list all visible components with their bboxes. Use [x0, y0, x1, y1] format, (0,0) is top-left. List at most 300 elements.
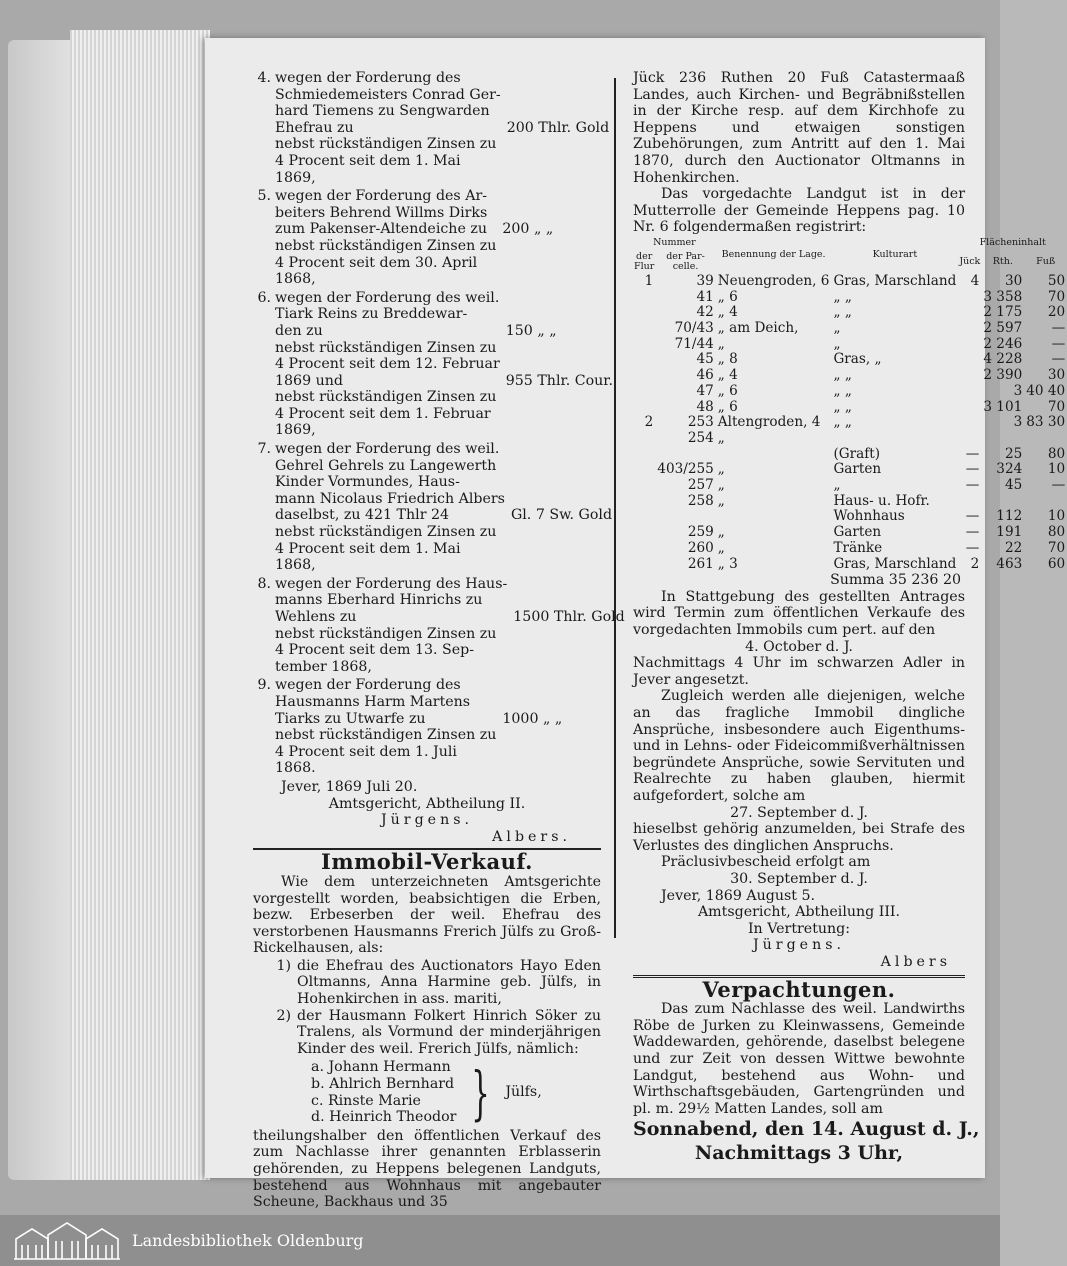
claim-number: 7. — [257, 441, 271, 458]
land-cell: „ 8 — [717, 351, 738, 368]
land-cell: 4 228 — [983, 351, 1023, 368]
land-cell: 70 — [1047, 539, 1066, 556]
land-cell: — — [1051, 477, 1066, 494]
claim-amount — [511, 458, 617, 475]
claim-line: nebst rückständigen Zinsen zu — [275, 389, 497, 406]
land-cell — [1024, 494, 1067, 510]
praeclusiv-date: 30. September d. J. — [730, 870, 868, 887]
claim-amount-column — [496, 677, 608, 777]
claim-amount — [502, 188, 608, 205]
claim-line: wegen der Forderung des Ar- — [275, 188, 488, 205]
land-cell — [633, 447, 655, 463]
land-cell — [981, 494, 1024, 510]
heirs-list — [311, 1059, 456, 1125]
land-cell: 22 — [1004, 539, 1023, 556]
land-cell: 112 — [996, 508, 1023, 525]
termin-date: 4. October d. J. — [745, 638, 853, 655]
claim-amount-column — [505, 441, 617, 574]
claim-amount: 200 „ „ — [502, 221, 554, 238]
left-clerk: Albers. — [492, 828, 571, 845]
land-cell — [633, 462, 655, 478]
land-cell: 39 — [696, 272, 714, 289]
sale-item-text: der Hausmann Folkert Hinrich Söker zu Tralens, als Vormund der minderjährigen Kinder des weil. Frerich Jülfs, nämlich: — [297, 1007, 601, 1057]
claim-amount — [502, 694, 608, 711]
land-cell: 2 597 — [983, 320, 1023, 337]
library-footer — [0, 1215, 1000, 1266]
claim-line: 4 Procent seit dem 1. Mai — [275, 152, 461, 169]
land-cell: 80 — [1047, 445, 1066, 462]
land-cell: „ „ — [833, 414, 852, 431]
claim-line: nebst rückständigen Zinsen zu — [275, 524, 497, 541]
land-cell: 83 30 — [1026, 414, 1066, 431]
land-cell: 258 — [687, 492, 714, 509]
land-cell — [633, 525, 655, 541]
land-row — [633, 478, 1067, 494]
claim-amount-column — [500, 290, 612, 439]
land-cell: — — [965, 445, 980, 462]
claim-line: 4 Procent seit dem 1. Mai — [275, 540, 461, 557]
col-header-lage: Benennung der Lage. — [721, 248, 826, 260]
claim-line: Ehefrau zu — [275, 119, 354, 136]
claim-line: 1868, — [275, 557, 316, 574]
land-cell — [633, 494, 655, 510]
land-row — [633, 447, 1067, 463]
land-cell — [958, 337, 981, 353]
land-cell: Garten — [833, 524, 882, 541]
land-cell: „ — [717, 477, 725, 494]
col-header-fuss: Fuß — [1036, 255, 1056, 267]
land-cell: Gras, Marschland — [833, 555, 957, 572]
claim-line: 4 Procent seit dem 12. Februar — [275, 356, 500, 373]
land-row — [633, 494, 1067, 510]
brace-icon: } — [471, 1058, 491, 1127]
heir-name: b. Ahlrich Bernhard — [311, 1076, 455, 1093]
lease-date: Sonnabend, den 14. August d. J., — [633, 1118, 980, 1141]
land-cell: 10 — [1047, 508, 1066, 525]
claim-line: wegen der Forderung des weil. — [275, 289, 500, 306]
land-cell — [633, 400, 655, 416]
col-header-parcelle: der Par-celle. — [666, 250, 705, 272]
right-place-date: Jever, 1869 August 5. — [661, 887, 815, 904]
land-cell: 261 — [687, 555, 714, 572]
land-cell: 254 — [687, 429, 714, 446]
land-cell — [633, 305, 655, 321]
land-cell — [958, 400, 981, 416]
claim-amount — [506, 290, 612, 307]
land-cell — [981, 431, 1024, 447]
land-cell — [633, 290, 655, 306]
land-cell — [1024, 431, 1067, 447]
claim-line: 1868. — [275, 760, 316, 777]
claim-line: Tiark Reins zu Breddewar- — [275, 306, 468, 323]
claim-amount — [502, 677, 608, 694]
claim-amount — [502, 255, 608, 272]
land-cell: 42 — [696, 304, 714, 321]
land-cell: 45 — [696, 351, 714, 368]
claim-amount — [507, 103, 613, 120]
claim-line: 1869, — [275, 422, 316, 439]
land-cell — [633, 352, 655, 368]
claims-text-2: hieselbst gehörig anzumelden, bei Strafe des Verlustes des dinglichen Anspruchs. — [633, 821, 965, 854]
land-cell: 324 — [996, 461, 1023, 478]
claim-amount: 955 Thlr. Cour. — [505, 372, 613, 389]
land-cell: „ „ — [833, 382, 852, 399]
claim-line: Tiarks zu Utwarfe zu — [275, 710, 426, 727]
claim-amount — [506, 406, 612, 423]
sale-item-number: 1) — [276, 957, 291, 974]
land-cell: — — [965, 477, 980, 494]
land-cell: 463 — [996, 555, 1023, 572]
land-cell: „ am Deich, — [717, 320, 799, 337]
sale-outro: theilungshalber den öffentlichen Verkauf des zum Nachlasse ihrer genannten Erblasserin gehörenden, zu Heppens belegenen Landguts, bestehend aus Wohnhaus mit angebauter Scheune, Backhaus und 35 — [253, 1127, 601, 1211]
claim-amount — [507, 136, 613, 153]
land-cell: 3 — [1013, 382, 1023, 399]
land-cell — [633, 337, 655, 353]
land-cell: 71/44 — [674, 335, 714, 352]
claim-amount — [502, 760, 608, 777]
claim-line: 4 Procent seit dem 13. Sep- — [275, 642, 475, 659]
claim-amount — [513, 642, 619, 659]
claim-amount-column — [501, 70, 613, 186]
land-cell: 4 — [970, 272, 980, 289]
claim-line: manns Eberhard Hinrichs zu — [275, 592, 483, 609]
land-cell: 253 — [687, 414, 714, 431]
land-cell — [958, 384, 981, 400]
claim-text — [275, 290, 500, 439]
land-cell: — — [965, 461, 980, 478]
claim-amount — [513, 659, 619, 676]
land-cell: 260 — [687, 539, 714, 556]
claim-line: Gehrel Gehrels zu Langewerth — [275, 457, 497, 474]
claim-amount — [511, 557, 617, 574]
land-cell — [633, 368, 655, 384]
claim-text — [275, 70, 501, 186]
land-cell: — — [965, 508, 980, 525]
land-cell — [958, 494, 981, 510]
land-cell — [958, 352, 981, 368]
land-cell: 3 101 — [983, 398, 1023, 415]
land-cell: 70/43 — [674, 320, 714, 337]
termin-time: Nachmittags 4 Uhr im schwarzen Adler in Jever angesetzt. — [633, 655, 965, 688]
praeclusiv-text: Präclusivbescheid erfolgt am — [661, 854, 871, 871]
land-cell: „ — [833, 320, 841, 337]
land-cell — [958, 305, 981, 321]
land-cell: „ — [833, 335, 841, 352]
land-cell: 70 — [1047, 398, 1066, 415]
land-row — [633, 509, 1067, 525]
sale-heading: Immobil-Verkauf. — [321, 849, 533, 875]
land-cell: „ — [717, 539, 725, 556]
land-row — [633, 400, 1067, 416]
heirs-group — [311, 1059, 601, 1125]
land-cell: „ 6 — [717, 398, 738, 415]
claim-amount — [513, 592, 619, 609]
claim-amount — [507, 170, 613, 187]
claim-amount-column — [507, 576, 625, 676]
land-row — [633, 384, 1067, 400]
estate-intro: Jück 236 Ruthen 20 Fuß Catastermaaß Landes, auch Kirchen- und Begräbnißstellen in der Kirche resp. auf dem Kirchhofe zu Heppens und etwaigen sonstigen Zubehörungen, zum Antritt auf den 1. Mai 1870, durch den Auctionator Oltmanns in Hohenkirchen. — [633, 70, 965, 186]
land-row — [633, 368, 1067, 384]
land-cell — [633, 541, 655, 557]
land-cell — [633, 431, 655, 447]
land-cell — [958, 290, 981, 306]
left-court: Amtsgericht, Abtheilung II. — [328, 795, 526, 812]
claim-line: nebst rückständigen Zinsen zu — [275, 237, 497, 254]
claim-line: wegen der Forderung des weil. — [275, 441, 500, 458]
land-row — [633, 290, 1067, 306]
land-cell — [633, 557, 655, 573]
claim-amount — [507, 87, 613, 104]
land-cell — [958, 431, 981, 447]
land-cell: — — [965, 524, 980, 541]
sale-intro: Wie dem unterzeichneten Amtsgerichte vorgestellt worden, beabsichtigen die Erben, bezw. Erbeserben der weil. Ehefrau des verstorbenen Hausmanns Frerich Jülfs zu Groß-Rickelhausen, als: — [253, 873, 601, 957]
claim-number: 6. — [257, 289, 271, 306]
land-cell: 45 — [1004, 477, 1023, 494]
claim-line: wegen der Forderung des Haus- — [275, 575, 508, 592]
land-register-table — [633, 236, 1067, 572]
claim-line: daselbst, zu 421 Thlr 24 — [275, 507, 450, 524]
claim-line: mann Nicolaus Friedrich Albers — [275, 490, 505, 507]
claim-amount — [511, 541, 617, 558]
land-cell: 3 358 — [983, 288, 1023, 305]
claim-line: 4 Procent seit dem 1. Juli — [275, 743, 457, 760]
right-clerk: Albers — [880, 953, 951, 970]
heirs-surname: Jülfs, — [505, 1084, 542, 1101]
claim-entry — [253, 441, 613, 574]
claim-amount — [506, 340, 612, 357]
land-cell: Gras, Marschland — [833, 272, 957, 289]
claim-amount — [513, 576, 619, 593]
claim-amount — [507, 153, 613, 170]
land-cell — [655, 509, 715, 525]
land-cell: Haus- u. Hofr. — [833, 492, 930, 509]
land-row — [633, 337, 1067, 353]
land-cell — [716, 509, 832, 525]
claim-line: zum Pakenser-Altendeiche zu — [275, 221, 487, 238]
land-cell: 47 — [696, 382, 714, 399]
right-court: Amtsgericht, Abtheilung III. — [697, 904, 901, 921]
claim-amount — [502, 205, 608, 222]
land-cell: „ 4 — [717, 367, 738, 384]
land-cell: Neuengroden, 6 — [717, 272, 830, 289]
land-cell — [958, 415, 981, 431]
land-cell: „ 4 — [717, 304, 738, 321]
land-row — [633, 525, 1067, 541]
claim-line: wegen der Forderung des — [275, 677, 461, 694]
land-cell: „ 3 — [717, 555, 738, 572]
land-cell: „ 6 — [717, 288, 738, 305]
claim-line: hard Tiemens zu Sengwarden — [275, 103, 490, 120]
claim-amount — [506, 422, 612, 439]
claim-amount — [513, 626, 619, 643]
land-cell: 46 — [696, 367, 714, 384]
library-name: Landesbibliothek Oldenburg — [132, 1231, 364, 1250]
land-cell — [831, 431, 958, 447]
land-row — [633, 462, 1067, 478]
claim-line: 4 Procent seit dem 1. Februar — [275, 405, 491, 422]
col-header-rth: Rth. — [992, 255, 1013, 267]
claims-text: Zugleich werden alle diejenigen, welche an das fragliche Immobil dingliche Ansprüche, insbesondere auch Eigenthums- und in Lehns- oder Fideicommißverhältnissen begründete Ansprüche, sowie Servituten und Realrechte zu haben glauben, hiermit aufgefordert, solche am — [633, 688, 965, 805]
right-column — [633, 70, 1066, 1165]
claim-entry — [253, 70, 610, 186]
claim-line: den zu — [275, 322, 323, 339]
claim-text — [275, 576, 507, 676]
left-place-date: Jever, 1869 Juli 20. — [281, 778, 418, 795]
land-summa: Summa 35 236 20 — [830, 572, 961, 589]
land-cell: 259 — [687, 524, 714, 541]
claim-entry — [253, 677, 601, 777]
land-cell: „ „ — [833, 304, 852, 321]
claim-text — [275, 188, 496, 288]
claim-amount — [511, 441, 617, 458]
land-cell: — — [1051, 351, 1066, 368]
claim-amount — [506, 356, 612, 373]
land-cell: 403/255 — [657, 461, 714, 478]
claims-list — [253, 70, 625, 777]
claim-line: Wehlens zu — [275, 609, 357, 625]
claim-amount — [511, 491, 617, 508]
heir-name: c. Rinste Marie — [311, 1092, 421, 1109]
land-cell: 70 — [1047, 288, 1066, 305]
claim-line: wegen der Forderung des — [275, 70, 461, 86]
lease-time: Nachmittags 3 Uhr, — [694, 1142, 904, 1165]
land-cell: „ — [833, 477, 841, 494]
claim-amount — [502, 271, 608, 288]
col-header-jueck: Jück — [959, 255, 981, 267]
land-cell: Garten — [833, 461, 882, 478]
estate-registry: Das vorgedachte Landgut ist in der Mutterrolle der Gemeinde Heppens pag. 10 Nr. 6 folgendermaßen registrirt: — [633, 186, 965, 236]
land-cell: „ „ — [833, 398, 852, 415]
claim-amount — [502, 727, 608, 744]
claim-entry — [253, 575, 625, 676]
col-header-kulturart: Kulturart — [872, 248, 918, 260]
land-cell: 2 246 — [983, 335, 1023, 352]
page-leaves — [70, 30, 210, 1180]
land-cell: (Graft) — [833, 445, 881, 462]
land-cell: „ 6 — [717, 382, 738, 399]
claim-amount — [506, 389, 612, 406]
newspaper-page — [205, 38, 1066, 1211]
claim-line: 1868, — [275, 271, 316, 288]
claim-amount: 200 Thlr. Gold — [506, 119, 610, 136]
claim-amount — [506, 306, 612, 323]
claims-date: 27. September d. J. — [730, 804, 868, 821]
land-cell: „ — [717, 461, 725, 478]
land-row — [633, 541, 1067, 557]
land-row — [633, 415, 1067, 431]
land-row — [633, 274, 1067, 290]
land-cell: Tränke — [833, 539, 883, 556]
col-header-flur: der Flur — [634, 250, 655, 272]
land-row — [633, 557, 1067, 573]
land-cell: 25 — [1004, 445, 1023, 462]
land-cell: 2 390 — [983, 367, 1023, 384]
land-cell: 30 — [1004, 272, 1023, 289]
land-cell — [958, 368, 981, 384]
claim-text — [275, 677, 496, 777]
land-cell: „ — [717, 429, 725, 446]
claim-line: beiters Behrend Willms Dirks — [275, 204, 488, 221]
lease-heading: Verpachtungen. — [702, 976, 896, 1002]
land-cell: 20 — [1047, 304, 1066, 321]
claim-amount — [507, 70, 613, 87]
claim-line: 1869, — [275, 169, 316, 186]
land-cell: „ „ — [833, 367, 852, 384]
claim-amount: Gl. 7 Sw. Gold — [510, 507, 613, 524]
land-cell: Altengroden, 4 — [717, 414, 821, 431]
claim-line: 4 Procent seit dem 30. April — [275, 254, 478, 271]
land-cell: 1 — [644, 272, 654, 289]
claim-amount — [511, 524, 617, 541]
left-judge: Jürgens. — [380, 812, 473, 829]
land-cell: — — [1051, 320, 1066, 337]
land-cell: „ „ — [833, 288, 852, 305]
claim-line: Schmiedemeisters Conrad Ger- — [275, 86, 501, 103]
land-cell — [655, 447, 715, 463]
claim-amount — [502, 744, 608, 761]
land-cell: 3 — [1013, 414, 1023, 431]
land-row — [633, 305, 1067, 321]
claim-amount: 1000 „ „ — [502, 710, 563, 727]
land-cell: Gras, „ — [833, 351, 882, 368]
col-header-nummer: Nummer — [653, 236, 696, 248]
claim-amount — [502, 238, 608, 255]
land-row — [633, 431, 1067, 447]
claim-text — [275, 441, 505, 574]
land-cell: 2 175 — [983, 304, 1023, 321]
sale-item-text: die Ehefrau des Auctionators Hayo Eden Oltmanns, Anna Harmine geb. Jülfs, in Hohenkirchen in ass. mariti, — [297, 957, 601, 1008]
claim-line: Kinder Vormundes, Haus- — [275, 474, 460, 491]
heir-name: d. Heinrich Theodor — [311, 1109, 457, 1126]
claim-number: 9. — [257, 677, 271, 694]
claim-line: nebst rückständigen Zinsen zu — [275, 136, 497, 153]
land-row — [633, 352, 1067, 368]
claim-entry — [253, 289, 613, 439]
sale-item — [253, 958, 601, 1008]
land-cell: — — [965, 539, 980, 556]
land-cell: 50 — [1047, 272, 1066, 289]
right-judge: Jürgens. — [752, 937, 845, 954]
land-cell: — — [1051, 335, 1066, 352]
claim-line: nebst rückständigen Zinsen zu — [275, 625, 497, 642]
land-cell: Wohnhaus — [833, 508, 905, 525]
claim-entry — [253, 188, 601, 288]
land-cell — [633, 509, 655, 525]
claim-number: 5. — [257, 188, 271, 205]
sale-item-number: 2) — [276, 1007, 291, 1024]
sale-item — [253, 1008, 601, 1058]
land-row — [633, 321, 1067, 337]
lease-text: Das zum Nachlasse des weil. Landwirths Röbe de Jurken zu Kleinwassens, Gemeinde Waddewarden, gehörende, daselbst belegene und zur Zeit von dessen Wittwe bewohnte Landgut, bestehend aus Wohn- und Wirthschaftsgebäuden, Gartengründen und pl. m. 29½ Matten Landes, soll am — [633, 1001, 965, 1117]
land-cell: „ — [717, 524, 725, 541]
land-cell: 41 — [696, 288, 714, 305]
col-header-flaeche: Flächeninhalt — [979, 236, 1046, 248]
claim-line: 1869 und — [275, 372, 343, 389]
land-cell: 80 — [1047, 524, 1066, 541]
land-cell: 2 — [644, 414, 654, 431]
heir-name: a. Johann Hermann — [311, 1059, 451, 1076]
land-cell — [633, 384, 655, 400]
land-cell — [633, 478, 655, 494]
land-cell: „ — [717, 492, 725, 509]
claim-amount: 1500 Thlr. Gold — [513, 609, 625, 625]
claim-line: tember 1868, — [275, 658, 372, 675]
claim-number: 8. — [257, 575, 271, 592]
land-cell: 48 — [696, 398, 714, 415]
library-building-icon — [12, 1221, 122, 1261]
claim-line: nebst rückständigen Zinsen zu — [275, 727, 497, 744]
land-cell: 60 — [1047, 555, 1066, 572]
